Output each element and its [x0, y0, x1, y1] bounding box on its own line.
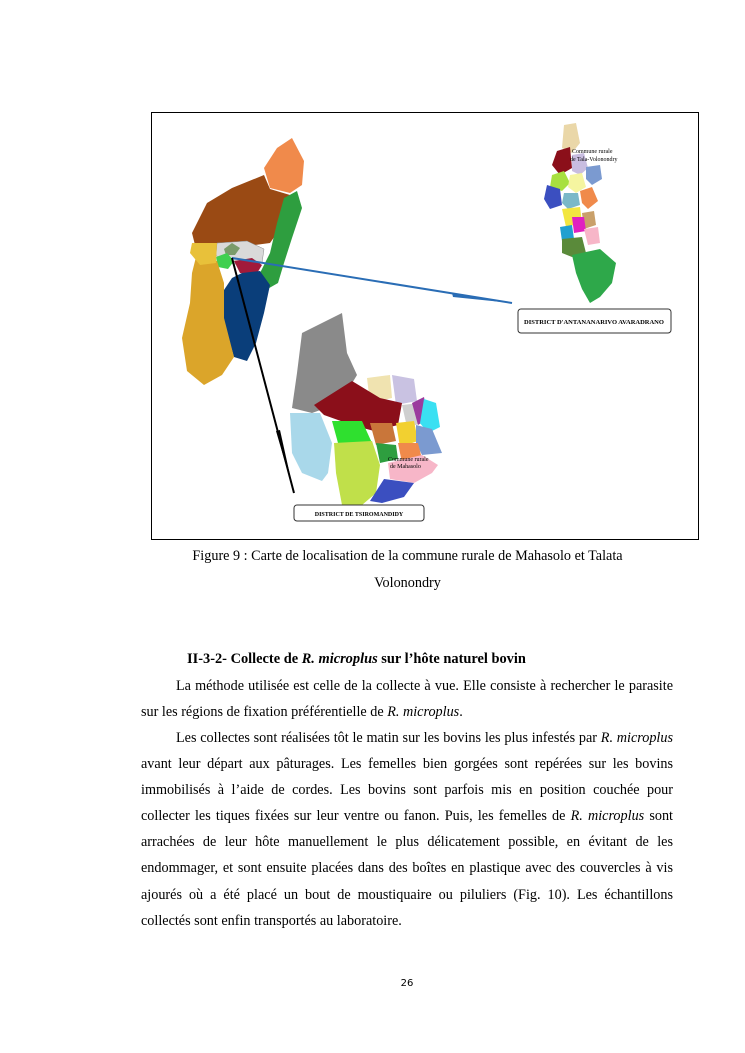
svg-text:de Mahasolo: de Mahasolo [390, 464, 421, 470]
svg-text:DISTRICT D'ANTANANARIVO AVARAD: DISTRICT D'ANTANANARIVO AVARADRANO [524, 319, 664, 326]
tsiromandidy-district-map [290, 313, 442, 505]
figure-caption: Figure 9 : Carte de localisation de la commune rurale de Mahasolo et Talata [192, 548, 623, 564]
paragraph-collection: Les collectes sont réalisées tôt le matin sur les bovins les plus infestés par R. microplus avant leur départ aux pâturages. Les femelles bien gorgées sont repérées sur les bovins immobilisés à l’aide de cordes. Les bovins sont parfois mis en position couchée pour collecter les tiques fixées sur leur ventre ou fanon. Puis, les femelles de R. microplus sont arrachées de leur hôte manuellement le plus délicatement possible, en évitant de les endommager, et sont ensuite placées dans des boîtes en plastique avec des couvercles à vis ajourés où a été placé un bout de moustiquaire ou piluliers (Fig. 10). Les échantillons collectés sont enfin transportés au laboratoire. [141, 730, 674, 929]
figure-map [151, 112, 699, 540]
map-illustration [152, 113, 700, 541]
section-heading: II-3-2- Collecte de R. microplus sur l’hôte naturel bovin [187, 651, 526, 667]
page-number: 26 [400, 978, 414, 989]
madagascar-map [182, 138, 304, 385]
svg-text:Commune rurale: Commune rurale [572, 149, 613, 155]
figure-caption-continued: Volonondry [374, 575, 441, 591]
svg-text:Commune rurale: Commune rurale [388, 457, 429, 463]
svg-text:DISTRICT DE TSIROMANDIDY: DISTRICT DE TSIROMANDIDY [314, 512, 404, 518]
antananarivo-label [518, 309, 671, 333]
svg-text:de Tala-Volonondry: de Tala-Volonondry [570, 157, 618, 163]
paragraph-method: La méthode utilisée est celle de la collecte à vue. Elle consiste à rechercher le parasite sur les régions de fixation préférentielle de R. microplus. [141, 678, 673, 721]
tsiromandidy-label [294, 505, 424, 521]
